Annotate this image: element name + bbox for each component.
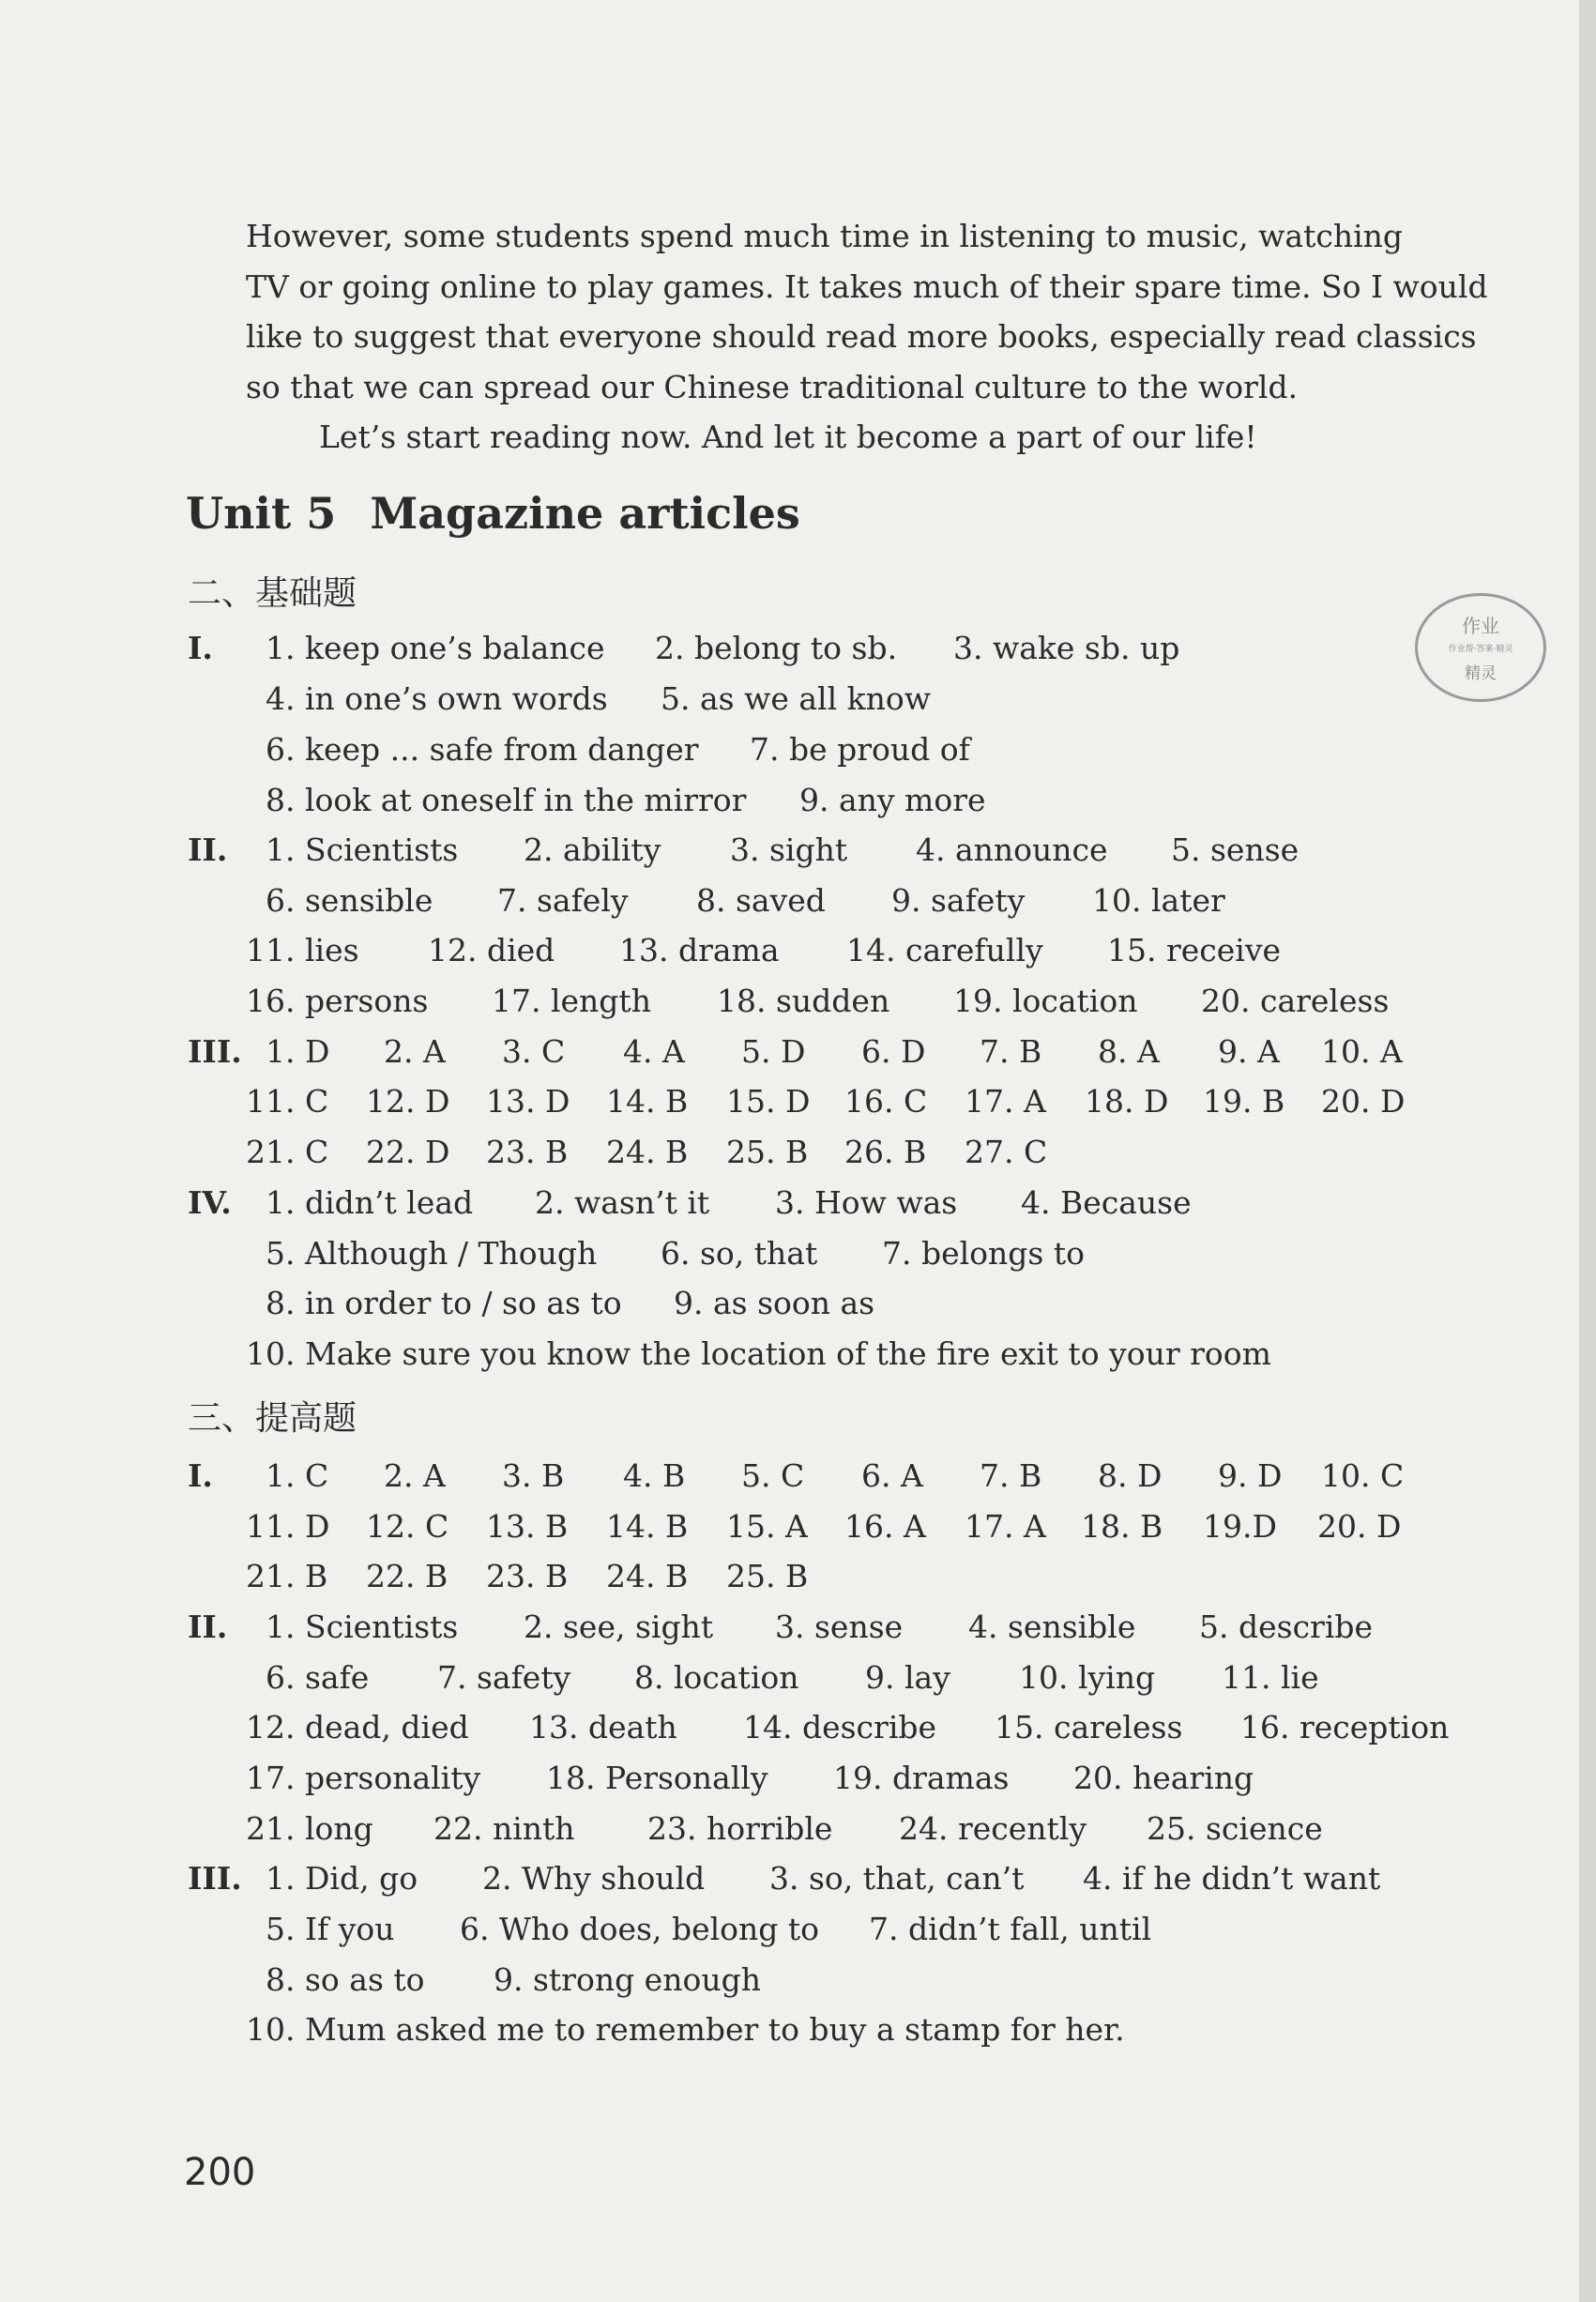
answer-item: 8. D [1098,1457,1163,1494]
answer-item: 1. D [266,1033,330,1070]
intro-line: like to suggest that everyone should read more books, especially read classics [246,318,1477,355]
answer-item: 20. D [1321,1083,1406,1120]
answer-item: 4. in one’s own words [266,680,608,717]
answer-item: 2. Why should [482,1860,706,1897]
answer-item: 17. A [965,1508,1046,1545]
answer-item: 6. keep ... safe from danger [266,731,699,768]
answer-item: 6. sensible [266,882,433,919]
answer-item: 19. B [1203,1083,1285,1120]
answer-item: 16. persons [246,983,429,1019]
answer-item: 5. sense [1171,831,1300,868]
answer-item: 21. long [246,1810,373,1847]
answer-item: 10. later [1092,882,1225,919]
answer-item: 8. so as to [266,1961,425,1998]
answer-item: 25. B [726,1134,809,1170]
answer-item: 4. announce [916,831,1108,868]
answer-item: 14. describe [743,1709,937,1746]
answer-item: 10. Mum asked me to remember to buy a stamp for her. [246,2011,1125,2048]
answer-item: 17. personality [246,1760,481,1796]
answer-item: 18. D [1085,1083,1169,1120]
seal-top-text: 作业 [1462,615,1499,637]
answer-item: 9. strong enough [494,1961,761,1998]
answer-item: 18. Personally [546,1760,768,1796]
answer-item: 4. B [623,1457,686,1494]
answer-item: 27. C [965,1134,1048,1170]
answer-item: 3. B [502,1457,565,1494]
answer-item: 6. D [861,1033,926,1070]
answer-item: 5. as we all know [661,680,931,717]
question-label: I. [188,1457,213,1494]
question-label: II. [188,1608,228,1645]
answer-item: 21. B [246,1558,328,1594]
answer-item: 22. B [366,1558,448,1594]
answer-item: 10. lying [1019,1659,1156,1696]
answer-item: 1. keep one’s balance [266,630,605,666]
answer-item: 3. sense [775,1608,904,1645]
answer-item: 6. so, that [661,1235,818,1272]
answer-item: 5. describe [1199,1608,1374,1645]
intro-line: Let’s start reading now. And let it become a part of our life! [319,419,1257,455]
answer-item: 20. careless [1201,983,1390,1019]
answer-item: 15. D [726,1083,811,1120]
answer-item: 22. D [366,1134,450,1170]
seal-middle-text: 作业帮·答案·精灵 [1448,645,1513,654]
answer-item: 9. as soon as [674,1285,875,1321]
unit-number: Unit 5 [186,488,337,539]
answer-item: 7. safely [497,882,629,919]
answer-item: 12. died [428,932,555,968]
answer-item: 15. receive [1107,932,1282,968]
answer-item: 19. location [953,983,1138,1019]
answer-item: 20. D [1317,1508,1402,1545]
answer-item: 1. C [266,1457,329,1494]
answer-item: 26. B [844,1134,927,1170]
answer-item: 8. in order to / so as to [266,1285,622,1321]
answer-item: 9. A [1218,1033,1280,1070]
answer-item: 20. hearing [1073,1760,1254,1796]
page-edge [1579,0,1596,2302]
answer-item: 8. location [634,1659,799,1696]
answer-item: 12. D [366,1083,450,1120]
answer-item: 9. lay [865,1659,950,1696]
answer-item: 22. ninth [433,1810,575,1847]
answer-item: 16. A [844,1508,926,1545]
answer-item: 13. drama [619,932,780,968]
answer-item: 13. death [529,1709,677,1746]
intro-line: However, some students spend much time in listening to music, watching [246,218,1404,254]
answer-item: 2. ability [524,831,661,868]
intro-line: TV or going online to play games. It takes much of their spare time. So I would [246,268,1488,305]
answer-item: 14. B [606,1508,689,1545]
answer-item: 12. dead, died [246,1709,469,1746]
answer-item: 23. B [486,1558,569,1594]
seal-bottom-text: 精灵 [1465,664,1497,683]
answer-item: 25. B [726,1558,809,1594]
answer-item: 4. A [623,1033,685,1070]
answer-item: 4. if he didn’t want [1083,1860,1381,1897]
question-label: III. [188,1033,242,1070]
answer-item: 9. safety [891,882,1026,919]
answer-item: 8. A [1098,1033,1160,1070]
answer-item: 5. If you [266,1911,395,1947]
answer-item: 16. C [844,1083,928,1120]
answer-item: 2. see, sight [524,1608,714,1645]
answer-item: 23. B [486,1134,569,1170]
answer-item: 3. so, that, can’t [769,1860,1025,1897]
question-label: IV. [188,1184,232,1221]
answer-item: 11. lies [246,932,359,968]
answer-item: 18. B [1081,1508,1163,1545]
answer-item: 13. B [486,1508,569,1545]
answer-item: 10. A [1321,1033,1403,1070]
answer-item: 21. C [246,1134,329,1170]
answer-item: 19.D [1203,1508,1277,1545]
answer-item: 5. D [741,1033,806,1070]
homework-seal [1415,593,1546,702]
unit-name: Magazine articles [370,488,800,539]
question-label: III. [188,1860,242,1897]
answer-item: 5. C [741,1457,805,1494]
answer-item: 2. belong to sb. [655,630,898,666]
intro-line: so that we can spread our Chinese traditional culture to the world. [246,369,1299,405]
answer-item: 6. safe [266,1659,370,1696]
answer-item: 3. sight [730,831,848,868]
answer-item: 7. didn’t fall, until [869,1911,1152,1947]
answer-item: 8. saved [696,882,826,919]
answer-item: 1. didn’t lead [266,1184,474,1221]
answer-item: 5. Although / Though [266,1235,598,1272]
answer-item: 11. C [246,1083,329,1120]
answer-item: 7. belongs to [882,1235,1085,1272]
answer-item: 3. C [502,1033,566,1070]
page-number: 200 [184,2151,256,2194]
answer-item: 10. C [1321,1457,1405,1494]
answer-item: 7. safety [437,1659,571,1696]
answer-item: 2. A [384,1033,446,1070]
answer-item: 19. dramas [833,1760,1010,1796]
answer-item: 11. lie [1222,1659,1319,1696]
section-heading-advanced: 三、提高题 [188,1399,357,1438]
answer-item: 23. horrible [647,1810,833,1847]
question-label: I. [188,630,213,666]
answer-item: 16. reception [1240,1709,1450,1746]
answer-item: 4. sensible [968,1608,1136,1645]
answer-item: 7. be proud of [750,731,970,768]
answer-item: 9. any more [799,782,986,818]
answer-item: 1. Scientists [266,1608,459,1645]
answer-item: 18. sudden [717,983,890,1019]
answer-item: 24. B [606,1134,689,1170]
section-heading-basic: 二、基础题 [188,574,357,613]
answer-item: 6. Who does, belong to [460,1911,820,1947]
answer-item: 3. How was [775,1184,958,1221]
answer-item: 7. B [980,1457,1042,1494]
answer-item: 8. look at oneself in the mirror [266,782,747,818]
answer-item: 13. D [486,1083,570,1120]
unit-title [186,488,800,539]
answer-item: 24. B [606,1558,689,1594]
answer-item: 25. science [1147,1810,1323,1847]
answer-item: 17. length [492,983,651,1019]
answer-item: 24. recently [899,1810,1087,1847]
answer-item: 2. wasn’t it [535,1184,710,1221]
answer-item: 6. A [861,1457,923,1494]
answer-item: 3. wake sb. up [953,630,1180,666]
answer-item: 10. Make sure you know the location of the fire exit to your room [246,1335,1271,1372]
answer-item: 2. A [384,1457,446,1494]
answer-item: 1. Scientists [266,831,459,868]
answer-item: 14. B [606,1083,689,1120]
answer-item: 14. carefully [846,932,1043,968]
answer-item: 11. D [246,1508,330,1545]
answer-item: 12. C [366,1508,449,1545]
answer-item: 4. Because [1021,1184,1192,1221]
answer-item: 17. A [965,1083,1046,1120]
answer-item: 9. D [1218,1457,1283,1494]
answer-item: 15. A [726,1508,808,1545]
answer-item: 15. careless [995,1709,1183,1746]
question-label: II. [188,831,228,868]
answer-item: 7. B [980,1033,1042,1070]
answer-item: 1. Did, go [266,1860,418,1897]
